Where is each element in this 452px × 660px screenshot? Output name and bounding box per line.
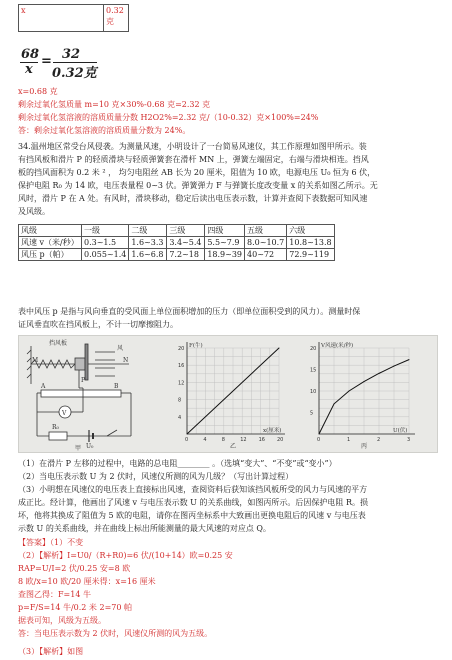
x-tick-label: 0 [317,437,321,443]
data-point [409,359,410,360]
figure-caption: 丙 [361,443,368,450]
question-line-5: 风时，滑片 P 在 A 处。有风时，滑块移动，稳定后读出电压表示数，计算并查阅下表数据可知风速 [18,194,368,203]
answer-tag: 【答案】 [18,538,50,547]
table-header-cell: 二级 [129,225,167,237]
answer-2-line-4: 查图乙得：F=14 牛 [18,590,91,599]
table-header-cell: 风级 [19,225,82,237]
label-a: A [41,383,46,390]
sub-question-3-line-1: （3）小明想在风速仪的电压表上直接标出风速，查阅资料后获知该挡风板所受的风力与风速的平方 [18,485,368,494]
x-tick-label: 0 [185,437,189,443]
x-tick-label: 4 [203,437,207,443]
sub-question-3-line-4: 示数 U 的关系曲线，并在曲线上标出所能测量的最大风速的对应点 Q。 [18,524,271,533]
table-header-cell: 四级 [205,225,245,237]
calc-line-4: 答：剩余过氧化氢溶液的溶质质量分数为 24%。 [18,126,191,135]
top-answer-table [18,4,129,32]
data-point [187,434,188,435]
answer-1 [18,537,83,548]
y-tick-label: 5 [310,410,314,417]
table-header-cell: 六级 [287,225,334,237]
figure-caption: 乙 [230,443,237,450]
label-r0: R₀ [52,424,59,431]
question-line-4: 保护电阻 R₀ 为 14 欧，电压表量程 0~3 伏。弹簧弹力 F 与弹簧长度改变量 x 的关系如图乙所示。无 [18,181,378,190]
x-tick-label: 1 [347,437,351,443]
label-n: N [123,357,129,364]
wall-hatch [27,350,31,354]
slider-block [75,358,85,370]
table-cell: 风压 p（帕） [19,249,82,261]
fraction-equals: = [41,54,52,69]
y-tick-label: 15 [310,367,317,374]
label-jia: 甲 [75,445,82,452]
question-line-1: 34.温州地区常受台风侵袭。为测量风速，小明设计了一台简易风速仪，其工作原理如图甲所示。装 [18,142,367,151]
table-cell: 5.5~7.9 [205,237,245,249]
table-cell: 0.3~1.5 [82,237,129,249]
question-line-2: 有挡风板和滑片 P 的轻质滑块与轻质弹簧套在滑杆 MN 上，弹簧左端固定，右端与滑块相连。挡风 [18,155,369,164]
wall-hatch [27,374,31,378]
answer-2-line-2: RAP=U/I=2 伏/0.25 安=8 欧 [18,564,131,573]
question-line-3: 板的挡风面积为 0.2 米 ² ， 均匀电阻丝 AB 长为 20 厘米，阻值为 10 欧，电源电压 U₀ 恒为 6 伏， [18,168,376,177]
table-cell: 1.6~6.8 [129,249,167,261]
table-cell: 40~72 [245,249,287,261]
label-u0: U₀ [86,443,94,450]
x-tick-label: 8 [221,437,225,443]
data-point [349,391,350,392]
answer-2-line-6: 据表可知，风级为五级。 [18,616,106,625]
table-header-cell: 一级 [82,225,129,237]
fraction-right-numerator: 32 [62,47,81,62]
label-p: P [81,377,86,384]
x-tick-label: 12 [240,437,247,443]
chart-force-vs-length [178,341,285,450]
chart-speed-vs-voltage [310,341,415,450]
calc-line-1: x=0.68 克 [18,87,58,96]
y-axis-label: F(牛) [189,343,203,349]
resistor-r0 [49,432,67,440]
x-axis-label: U(伏) [393,428,408,434]
x-tick-label: 3 [407,437,411,443]
table-cell: 3.4~5.4 [167,237,205,249]
table-header-cell: 五级 [245,225,287,237]
figure-panel [18,335,438,453]
table-header-cell: 三级 [167,225,205,237]
x-tick-label: 20 [277,437,284,443]
table-cell: 8.0~10.7 [245,237,287,249]
sub-question-2: （2）当电压表示数 U 为 2 伏时，风速仪所测的风为几级？（写出计算过程） [18,472,294,481]
data-point [379,373,380,374]
sub-question-3-line-3: 坏，他将其换成了阻值为 5 欧的电阻，请你在图丙坐标系中大致画出更换电阻后的风速 v 与电压表 [18,511,366,520]
data-point [364,381,365,382]
label-b: B [114,383,119,390]
x-axis-label: x(厘米) [263,428,282,434]
y-tick-label: 20 [310,346,317,352]
fraction-left-denominator: x [25,62,33,77]
label-v: V [62,410,67,417]
label-wind-plate: 挡风板 [49,340,68,347]
answer-2-line-7: 答：当电压表示数为 2 伏时，风速仪所测的风为五级。 [18,629,213,638]
y-tick-label: 4 [178,414,182,421]
answer-1-text: （1）不变 [50,538,84,547]
answer-3: （3）【解析】如图 [18,647,84,656]
calc-line-3: 剩余过氧化氢溶液的溶质质量分数 H2O2%=2.32 克/（10-0.32）克×100%=24% [18,113,319,122]
y-tick-label: 8 [178,397,182,404]
data-point [319,434,320,435]
y-tick-label: 16 [178,363,185,370]
figure-svg [19,336,437,452]
data-point [334,403,335,404]
y-tick-label: 12 [178,380,185,387]
wall-hatch [27,358,31,362]
wind-level-table [18,224,335,261]
table-cell: 18.9~39 [205,249,245,261]
table-row [19,225,335,237]
table-row [19,249,335,261]
after-table-line-2: 证风垂直吹在挡风板上，不计一切摩擦阻力。 [18,320,178,329]
answer-2-line-5: p=F/S=14 牛/0.2 米 2=70 帕 [18,603,132,612]
answer-2-line-1: （2）【解析】I=U0/（R+R0)=6 伏/(10+14）欧=0.25 安 [18,551,233,560]
data-point [279,348,280,349]
top-table-value: 0.32 [106,6,124,15]
sub-question-1: （1）在滑片 P 左移的过程中，电路的总电阻________ 。（选填“变大”、“不变”或“变小”） [18,459,337,468]
table-cell: 7.2~18 [167,249,205,261]
wall-hatch [27,366,31,370]
switch [107,430,117,436]
y-tick-label: 10 [310,389,317,395]
resistor-ab [41,390,121,397]
top-table-cell-value [104,5,129,32]
top-table-unit: 克 [106,17,114,26]
x-tick-label: 2 [377,437,381,443]
x-tick-label: 16 [258,437,265,443]
table-row [19,237,335,249]
label-m: M [32,357,39,364]
y-tick-label: 20 [178,346,185,352]
table-cell: 风速 v（米/秒） [19,237,82,249]
table-cell: 10.8~13.8 [287,237,334,249]
top-table-cell-x: x [19,5,104,32]
data-point [394,366,395,367]
question-line-6: 及风级。 [18,207,50,216]
sub-question-3-line-2: 成正比。经计算，他画出了风速 v 与电压表示数 U 的关系曲线，如图丙所示。后因保护电阻 R。损 [18,498,368,507]
fraction-right-denominator: 0.32克 [52,66,97,81]
calc-line-2: 剩余过氧化氢质量 m=10 克×30%-0.68 克=2.32 克 [18,100,211,109]
y-axis-label: V风速(米/秒) [321,343,354,349]
wind-plate [85,344,88,380]
table-cell: 1.6~3.3 [129,237,167,249]
label-wind: 风 [117,345,124,352]
table-cell: 0.055~1.4 [82,249,129,261]
circuit-diagram [27,344,131,442]
after-table-line-1: 表中风压 p 是指与风向垂直的受风面上单位面积增加的压力（即单位面积受到的风力）。测量时保 [18,307,361,316]
table-cell: 72.9~119 [287,249,334,261]
fraction-left-numerator: 68 [21,47,40,62]
answer-2-line-3: 8 欧/x=10 欧/20 厘米得：x=16 厘米 [18,577,156,586]
